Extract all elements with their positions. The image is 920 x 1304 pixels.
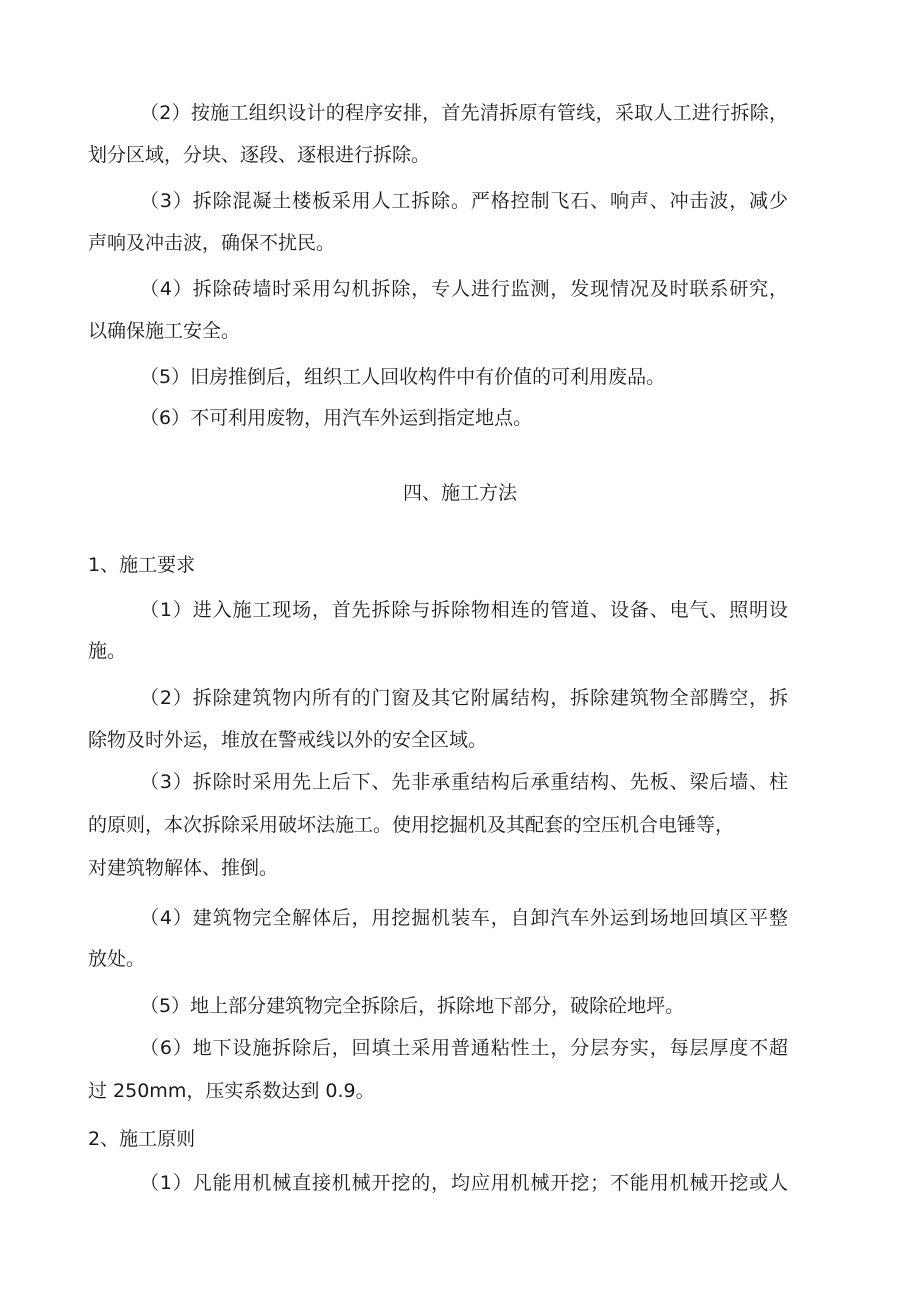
paragraph-line: （2）拆除建筑物内所有的门窗及其它附属结构，拆除建筑物全部腾空，拆 [140, 687, 788, 709]
subsection-heading: 1、施工要求 [88, 554, 196, 576]
paragraph-line: 对建筑物解体、推倒。 [88, 857, 279, 879]
paragraph-line: （2）按施工组织设计的程序安排，首先清拆原有管线，采取人工进行拆除， [140, 102, 788, 124]
paragraph-line: 放处。 [88, 948, 146, 970]
paragraph-line: （5）旧房推倒后，组织工人回收构件中有价值的可利用废品。 [140, 366, 666, 388]
paragraph-line: 声响及冲击波，确保不扰民。 [88, 232, 336, 254]
paragraph-line: （5）地上部分建筑物完全拆除后，拆除地下部分，破除砼地坪。 [140, 995, 685, 1017]
paragraph-line: （3）拆除时采用先上后下、先非承重结构后承重结构、先板、梁后墙、柱 [140, 771, 788, 793]
paragraph-line: 过 250mm，压实系数达到 0.9。 [88, 1080, 375, 1102]
paragraph-line: 施。 [88, 640, 127, 662]
section-heading: 四、施工方法 [402, 482, 517, 504]
paragraph-line: （6）地下设施拆除后，回填土采用普通粘性土，分层夯实，每层厚度不超 [140, 1037, 788, 1059]
subsection-heading: 2、施工原则 [88, 1128, 196, 1150]
paragraph-line: （3）拆除混凝土楼板采用人工拆除。严格控制飞石、响声、冲击波，减少 [140, 190, 788, 212]
paragraph-line: （4）拆除砖墙时采用勾机拆除，专人进行监测，发现情况及时联系研究， [140, 278, 788, 300]
paragraph-line: （4）建筑物完全解体后，用挖掘机装车，自卸汽车外运到场地回填区平整 [140, 907, 788, 929]
paragraph-line: （6）不可利用废物，用汽车外运到指定地点。 [140, 407, 533, 429]
paragraph-line: 除物及时外运，堆放在警戒线以外的安全区域。 [88, 729, 488, 751]
paragraph-line: （1）进入施工现场，首先拆除与拆除物相连的管道、设备、电气、照明设 [140, 599, 788, 621]
paragraph-line: 划分区域，分块、逐段、逐根进行拆除。 [88, 144, 431, 166]
paragraph-line: 的原则，本次拆除采用破坏法施工。使用挖掘机及其配套的空压机合电锤等， [88, 814, 735, 836]
paragraph-line: 以确保施工安全。 [88, 320, 241, 342]
paragraph-line: （1）凡能用机械直接机械开挖的，均应用机械开挖；不能用机械开挖或人 [140, 1172, 788, 1194]
